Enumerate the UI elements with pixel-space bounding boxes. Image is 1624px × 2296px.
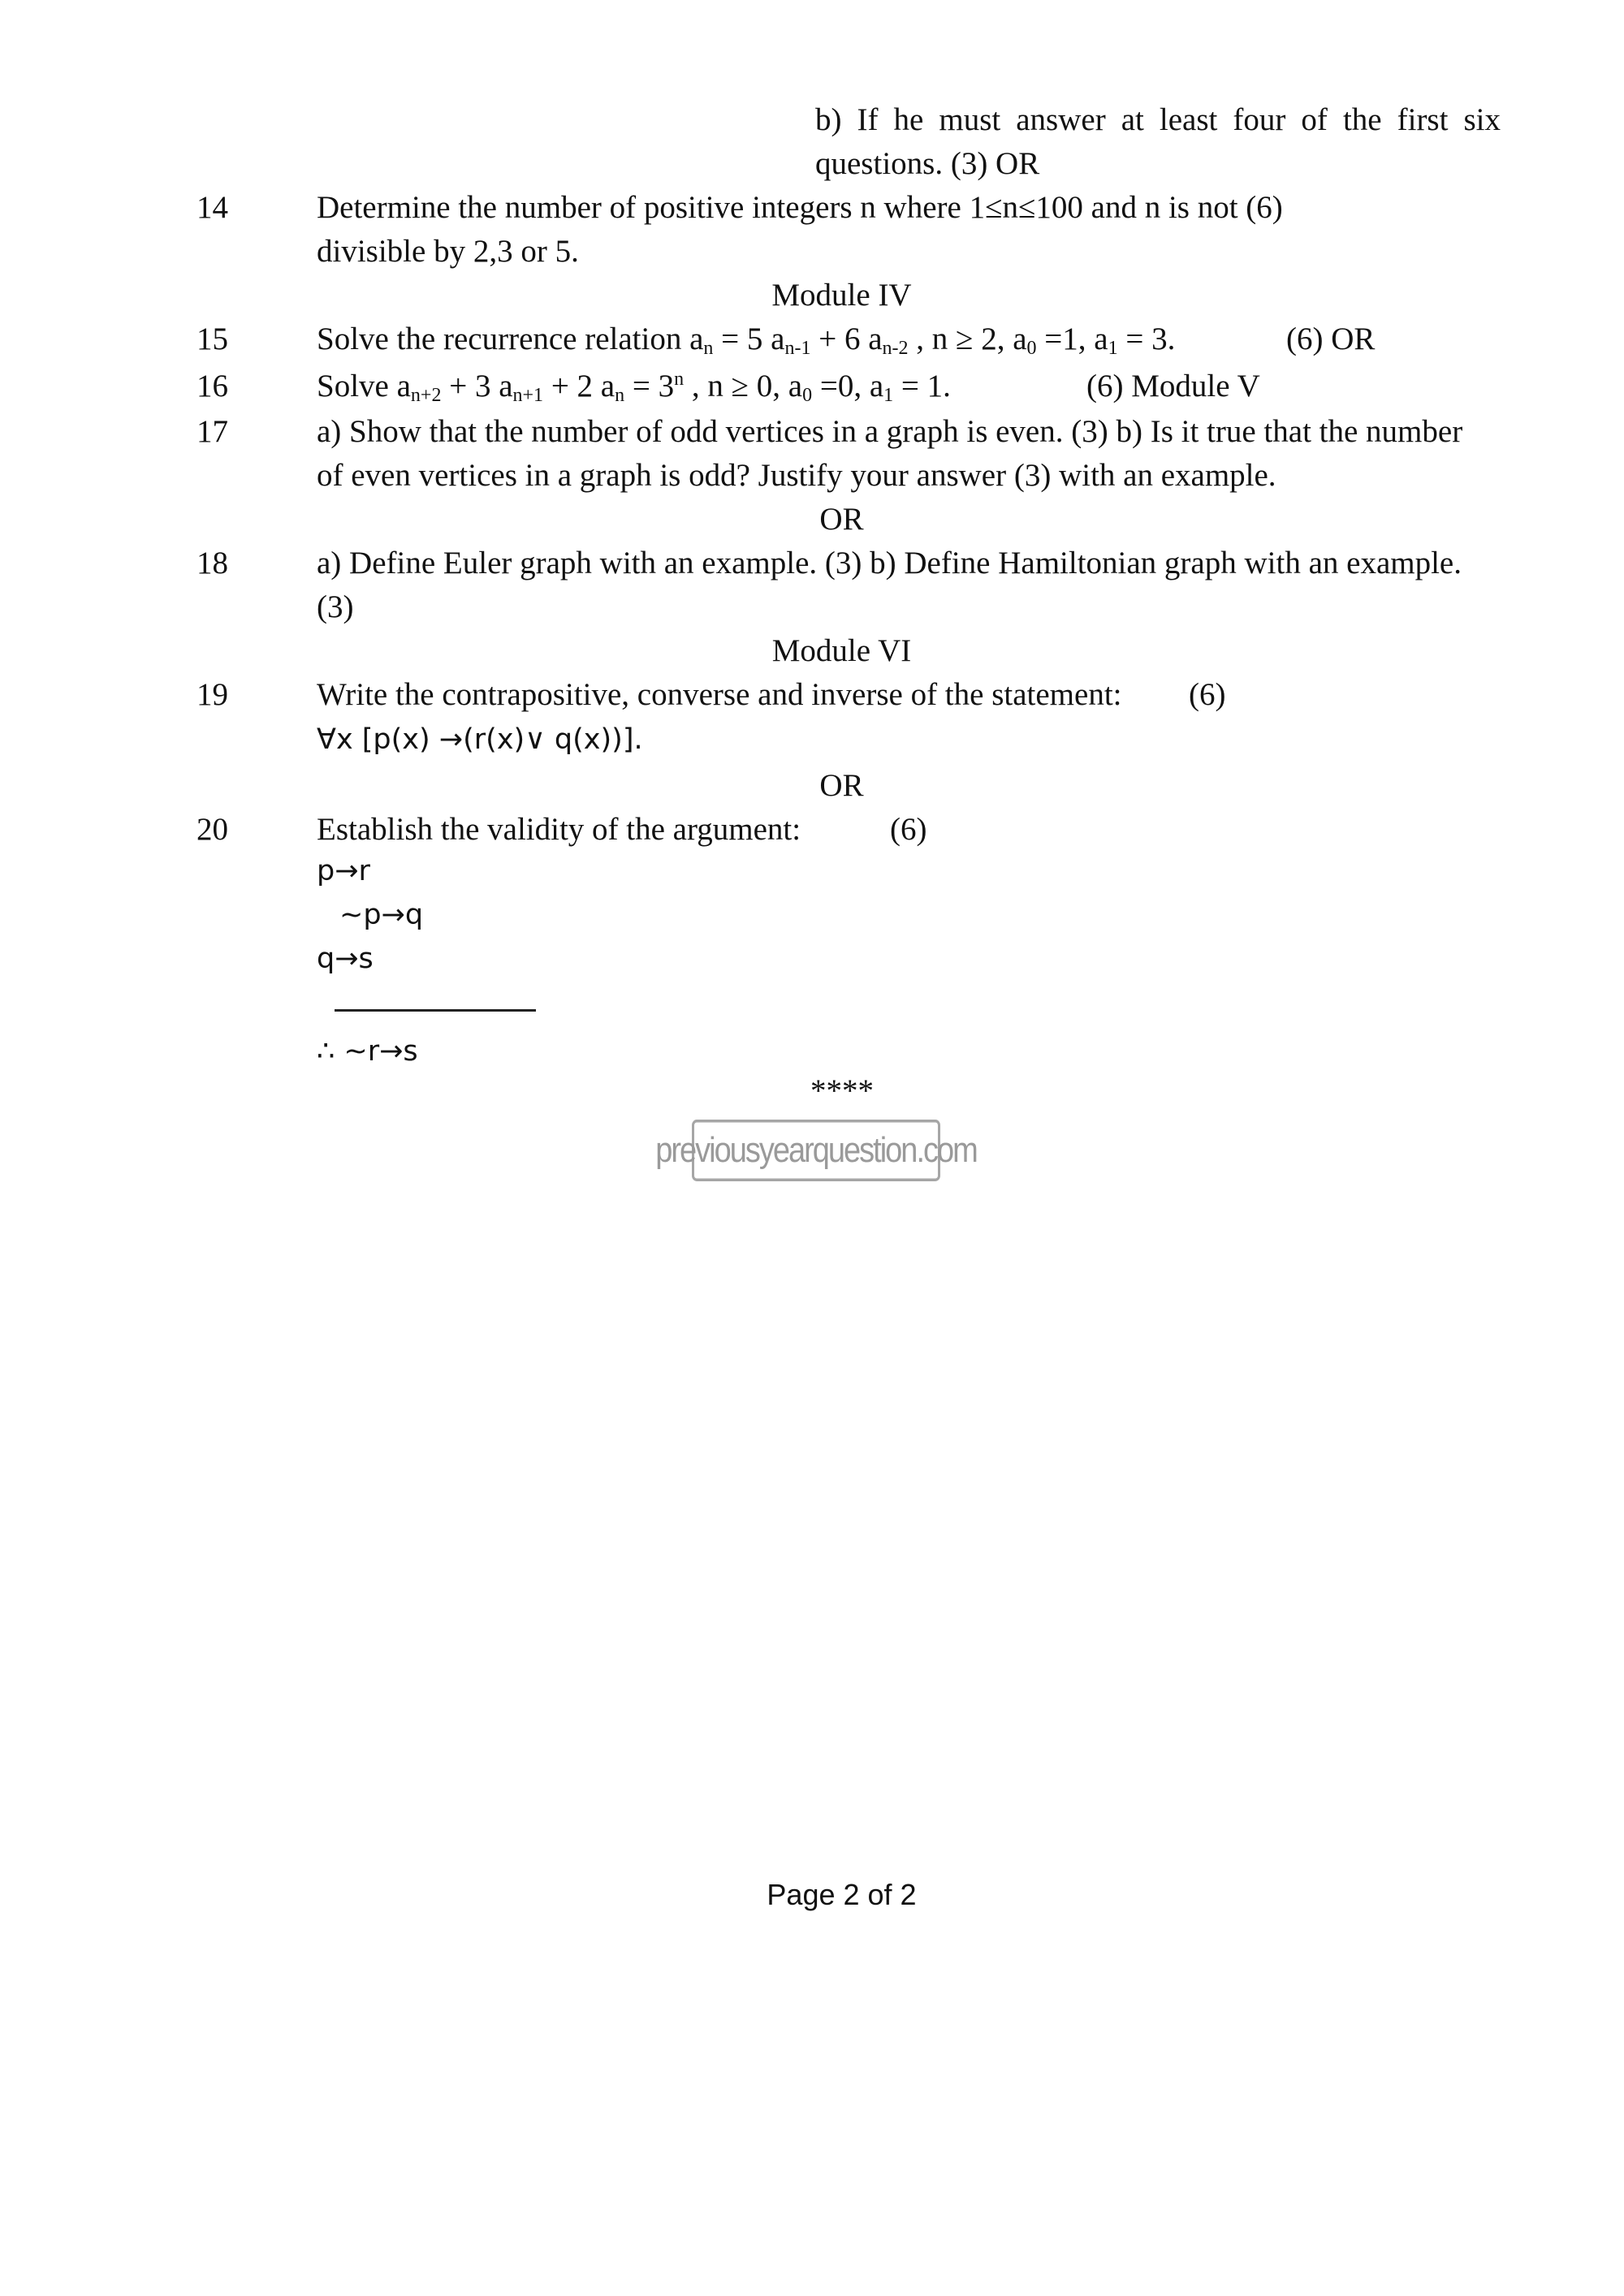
q18-line1: a) Define Euler graph with an example. (3) b) Define Hamiltonian graph with an example. (317, 546, 1462, 580)
question-number-14: 14 (197, 190, 228, 225)
question-number-15: 15 (197, 322, 228, 356)
q19-marks: (6) (1189, 677, 1226, 712)
premise-1: p→r (317, 855, 370, 887)
or-separator: OR (819, 768, 864, 803)
q14-line1: Determine the number of positive integers n where 1≤n≤100 and n is not (6) (317, 190, 1283, 225)
premise-3: q→s (317, 943, 374, 975)
end-marker: **** (810, 1073, 874, 1108)
q15-text: Solve the recurrence relation $a_n = 5$ $a_{n-1} + 6$ $a_{n-2}$ , n ≥ 2, $a_0 =1$, $a_1 = 3$. (317, 322, 1176, 359)
question-number-20: 20 (197, 812, 228, 847)
module-iv-heading: Module IV (771, 278, 912, 313)
q14-line2: divisible by 2,3 or 5. (317, 234, 579, 269)
or-separator: OR (819, 502, 864, 537)
argument-rule (335, 1009, 536, 1012)
page-footer: Page 2 of 2 (767, 1878, 917, 1911)
premise-2: ~p→q (339, 899, 424, 931)
question-number-17: 17 (197, 414, 228, 449)
q20-line1: Establish the validity of the argument: (317, 812, 801, 847)
q20-marks: (6) (890, 812, 927, 847)
q19-line1: Write the contrapositive, converse and inverse of the statement: (317, 677, 1122, 712)
q13b-line1: b) If he must answer at least four of the first six (815, 102, 1501, 137)
conclusion: ∴ ~r→s (317, 1035, 418, 1068)
q17-line1: a) Show that the number of odd vertices in a graph is even. (3) b) Is it true that the number (317, 414, 1463, 449)
q15-marks: (6) OR (1286, 322, 1376, 356)
q17-line2: of even vertices in a graph is odd? Justify your answer (3) with an example. (317, 458, 1276, 493)
question-number-18: 18 (197, 546, 228, 580)
q18-line2: (3) (317, 589, 354, 624)
question-number-19: 19 (197, 677, 228, 712)
q16-marks: (6) Module V (1086, 369, 1260, 404)
q13b-line2: questions. (3) OR (815, 146, 1040, 181)
question-number-16: 16 (197, 369, 228, 404)
watermark-logo: previousyearquestion.com (692, 1120, 940, 1181)
q19-formula: ∀x [p(x) →(r(x)∨ q(x))]. (317, 723, 643, 756)
module-vi-heading: Module VI (771, 633, 912, 668)
q16-text: Solve $a_{n+2} + 3$ $a_{n+1} + 2$ $a_n = 3^n$ , n ≥ 0, $a_0 =0$, $a_1 = 1$. (317, 369, 951, 406)
